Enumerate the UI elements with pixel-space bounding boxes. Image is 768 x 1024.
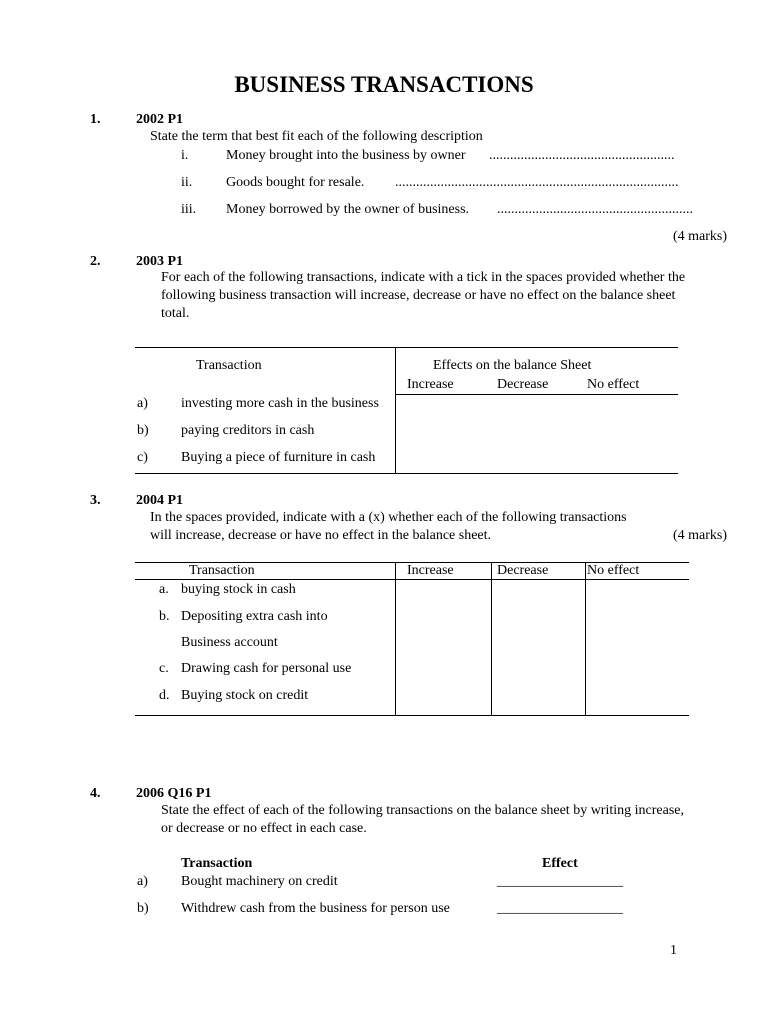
column-header: Transaction <box>196 358 262 373</box>
row-text: buying stock in cash <box>181 582 296 597</box>
row-label: b) <box>137 423 149 438</box>
row-label: d. <box>159 688 170 703</box>
question-prompt-line: following business transaction will increase, decrease or have no effect on the balance sheet <box>161 288 676 303</box>
question-prompt-line: or decrease or no effect in each case. <box>161 821 367 836</box>
sub-column-header: Increase <box>407 377 454 392</box>
row-label: c) <box>137 450 148 465</box>
row-text: Buying stock on credit <box>181 688 309 703</box>
item-text: Money borrowed by the owner of business. <box>226 202 470 217</box>
row-label: a) <box>137 396 148 411</box>
question-prompt-line: will increase, decrease or have no effect in the balance sheet. <box>150 528 492 543</box>
question-number: 2. <box>90 254 101 269</box>
table-rule <box>135 473 678 474</box>
row-label: c. <box>159 661 169 676</box>
row-label: b) <box>137 901 149 916</box>
column-header: No effect <box>587 563 640 578</box>
question-number: 1. <box>90 112 101 127</box>
table-rule <box>135 347 678 348</box>
marks: (4 marks) <box>673 528 728 543</box>
row-label: a. <box>159 582 169 597</box>
column-header: Transaction <box>189 563 255 578</box>
row-text: Buying a piece of furniture in cash <box>181 450 376 465</box>
table-rule <box>395 347 396 473</box>
table-rule <box>585 562 586 715</box>
column-header: Effect <box>542 856 578 871</box>
item-roman: iii. <box>181 202 197 217</box>
column-header: Increase <box>407 563 454 578</box>
question-prompt-line: In the spaces provided, indicate with a (x) whether each of the following transactions <box>150 510 627 525</box>
column-header: Effects on the balance Sheet <box>433 358 592 373</box>
question-year: 2003 P1 <box>136 254 184 269</box>
table-rule <box>395 562 396 715</box>
sub-column-header: No effect <box>587 377 640 392</box>
table-rule <box>135 579 689 580</box>
page-title: BUSINESS TRANSACTIONS <box>234 72 534 97</box>
question-prompt: State the term that best fit each of the following description <box>150 129 483 144</box>
answer-line[interactable]: ........................................................ <box>497 202 693 217</box>
row-text: Depositing extra cash into <box>181 609 328 624</box>
question-prompt-line: For each of the following transactions, indicate with a tick in the spaces provided whether the <box>161 270 686 285</box>
answer-line[interactable]: __________________ <box>497 874 623 889</box>
question-year: 2004 P1 <box>136 493 184 508</box>
item-text: Money brought into the business by owner <box>226 148 466 163</box>
answer-line[interactable]: ..................................................... <box>489 148 675 163</box>
sub-column-header: Decrease <box>497 377 549 392</box>
marks: (4 marks) <box>673 229 728 244</box>
item-roman: ii. <box>181 175 193 190</box>
row-text: investing more cash in the business <box>181 396 379 411</box>
page-number: 1 <box>670 943 677 958</box>
question-year: 2002 P1 <box>136 112 184 127</box>
question-year: 2006 Q16 P1 <box>136 786 212 801</box>
question-prompt-line: total. <box>161 306 190 321</box>
column-header: Decrease <box>497 563 549 578</box>
question-number: 4. <box>90 786 101 801</box>
answer-line[interactable]: ................................................................................. <box>395 175 679 190</box>
question-number: 3. <box>90 493 101 508</box>
row-text: Bought machinery on credit <box>181 874 338 889</box>
question-prompt-line: State the effect of each of the following transactions on the balance sheet by writing increase, <box>161 803 684 818</box>
answer-line[interactable]: __________________ <box>497 901 623 916</box>
item-text: Goods bought for resale. <box>226 175 365 190</box>
row-text: Withdrew cash from the business for person use <box>181 901 450 916</box>
row-text: Business account <box>181 635 278 650</box>
table-rule <box>135 715 689 716</box>
table-rule <box>395 394 678 395</box>
column-header: Transaction <box>181 856 253 871</box>
table-rule <box>491 562 492 715</box>
row-text: paying creditors in cash <box>181 423 315 438</box>
row-label: a) <box>137 874 148 889</box>
row-label: b. <box>159 609 170 624</box>
item-roman: i. <box>181 148 189 163</box>
row-text: Drawing cash for personal use <box>181 661 352 676</box>
